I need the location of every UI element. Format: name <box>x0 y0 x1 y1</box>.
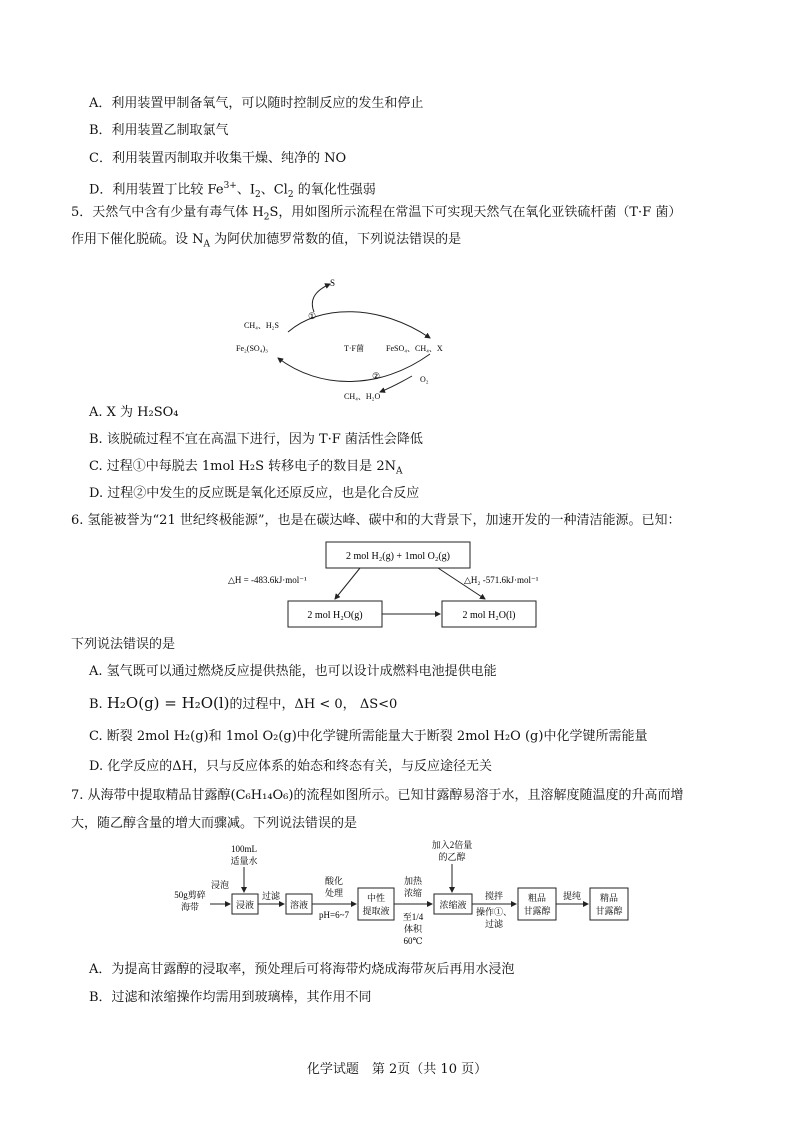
q7-mannitol-flowchart <box>160 840 640 952</box>
product-s: S <box>330 278 336 288</box>
step1-label: ① <box>308 311 317 321</box>
left-salt: Fe₂(SO₄)₃ <box>236 344 268 353</box>
q5-option-a: A. X 为 H₂SO₄ <box>89 405 179 420</box>
q5-option-b: B. 该脱硫过程不宜在高温下进行，因为 T·F 菌活性会降低 <box>89 432 423 447</box>
q6-stem-line1: 6. 氢能被誉为“21 世纪终极能源”，也是在碳达峰、碳中和的大背景下，加速开发的一种清洁能源。已知： <box>71 513 681 528</box>
q6-option-d: D. 化学反应的ΔH，只与反应体系的始态和终态有关，与反应途径无关 <box>89 759 492 774</box>
ethanol-label: 的乙醇 <box>438 852 466 862</box>
conc-label-1: 至1/4 <box>402 912 424 922</box>
lower-arc-arrow <box>278 354 430 382</box>
left-input: CH₄、H₂S <box>244 321 279 330</box>
conc-label-3: 60℃ <box>403 936 423 946</box>
q6-question: 下列说法错误的是 <box>71 637 176 652</box>
svg-text:粗品: 粗品 <box>527 893 547 903</box>
start-material-1: 50g剪碎 <box>174 890 206 900</box>
q6-option-c: C. 断裂 2mol H₂(g)和 1mol O₂(g)中化学键所需能量大于断裂 2mol H₂O (g)中化学键所需能量 <box>89 729 648 744</box>
filter-label: 过滤 <box>261 891 281 901</box>
water-label: 适量水 <box>230 856 258 866</box>
conc-label-2: 体积 <box>403 924 423 934</box>
q5-option-c: C. 过程①中每脱去 1mol H₂S 转移电子的数目是 $2N_A$ <box>89 459 403 477</box>
top-box-text: 2 mol H₂(g) + 1mol O₂(g) <box>346 551 450 562</box>
svg-text:精品: 精品 <box>599 893 619 903</box>
o2-input: O₂ <box>420 375 429 384</box>
step2-label: ② <box>372 371 381 381</box>
svg-text:甘露醇: 甘露醇 <box>595 906 623 916</box>
q5-stem-line1: 5．天然气中含有少量有毒气体 $H_2S$，用如图所示流程在常温下可实现天然气在氧化亚铁硫杆菌（T·F 菌） <box>71 205 682 223</box>
q5-desulfurization-cycle-diagram <box>230 272 460 407</box>
filter2-label: 过滤 <box>484 919 504 929</box>
q7-option-b: B．过滤和浓缩操作均需用到玻璃棒，其作用不同 <box>89 990 372 1005</box>
right-salt: FeSO₄、CH₄、X <box>386 344 443 353</box>
page-footer: 化学试题 第 2页（共 10 页） <box>306 1062 488 1077</box>
q5-option-d: D. 过程②中发生的反应既是氧化还原反应，也是化合反应 <box>89 486 420 501</box>
soak-label: 浸泡 <box>210 880 230 890</box>
q6-option-a: A. 氢气既可以通过燃烧反应提供热能，也可以设计成燃料电池提供电能 <box>89 664 497 679</box>
q5-stem-line2: 作用下催化脱硫。设 $N_A$ 为阿伏加德罗常数的值，下列说法错误的是 <box>71 232 462 250</box>
operation-label: 操作①、 <box>475 907 513 917</box>
q7-stem-line2: 大，随乙醇含量的增大而骤减。下列说法错误的是 <box>71 816 358 831</box>
svg-text:溶液: 溶液 <box>289 900 309 910</box>
ethanol-amount: 加入2倍量 <box>431 840 473 850</box>
q4-option-b: B．利用装置乙制取氯气 <box>89 123 229 138</box>
svg-text:中性: 中性 <box>366 893 386 903</box>
water-amount: 100mL <box>231 844 257 854</box>
s-out-arrow <box>312 284 330 312</box>
q4-option-a: A．利用装置甲制备氧气，可以随时控制反应的发生和停止 <box>89 96 424 111</box>
q4-option-c: C．利用装置丙制取并收集干燥、纯净的 NO <box>89 151 347 166</box>
svg-text:甘露醇: 甘露醇 <box>523 906 551 916</box>
q6-enthalpy-diagram <box>220 537 580 635</box>
right-delta-h: △H₂ -571.6kJ·mol⁻¹ <box>464 575 539 585</box>
svg-text:浸液: 浸液 <box>235 900 255 910</box>
start-material-2: 海带 <box>180 902 200 912</box>
svg-text:浓缩液: 浓缩液 <box>439 900 467 910</box>
left-box-text: 2 mol H₂O(g) <box>307 610 363 621</box>
stir-label: 搅拌 <box>484 891 504 901</box>
bottom-out-arrow <box>380 376 412 392</box>
q7-option-a: A．为提高甘露醇的浸取率，预处理后可将海带灼烧成海带灰后再用水浸泡 <box>89 962 515 977</box>
heat-label-1: 加热 <box>403 876 423 886</box>
acid-label-2: 处理 <box>324 888 344 898</box>
q6-option-b: B. H₂O(g) = H₂O(l)的过程中，ΔH < 0， ΔS<0 <box>89 694 398 712</box>
q4-option-d: D．利用装置丁比较 $Fe^{3+}$、$I_2$、$Cl_2$ 的氧化性强弱 <box>89 181 376 200</box>
center-bacteria: T·F菌 <box>344 344 364 353</box>
acid-label-1: 酸化 <box>324 876 344 886</box>
ph-label: pH=6~7 <box>319 910 349 920</box>
left-arrow <box>335 568 360 599</box>
right-box-text: 2 mol H₂O(l) <box>462 610 516 621</box>
purify-label: 提纯 <box>562 891 582 901</box>
svg-text:提取液: 提取液 <box>362 906 390 916</box>
q7-stem-line1: 7. 从海带中提取精品甘露醇(C₆H₁₄O₆)的流程如图所示。已知甘露醇易溶于水，且溶解度随温度的升高而增 <box>71 788 684 803</box>
heat-label-2: 浓缩 <box>403 888 423 898</box>
bottom-products: CH₄、H₂O <box>344 392 381 401</box>
left-delta-h: △H = -483.6kJ·mol⁻¹ <box>228 575 307 585</box>
